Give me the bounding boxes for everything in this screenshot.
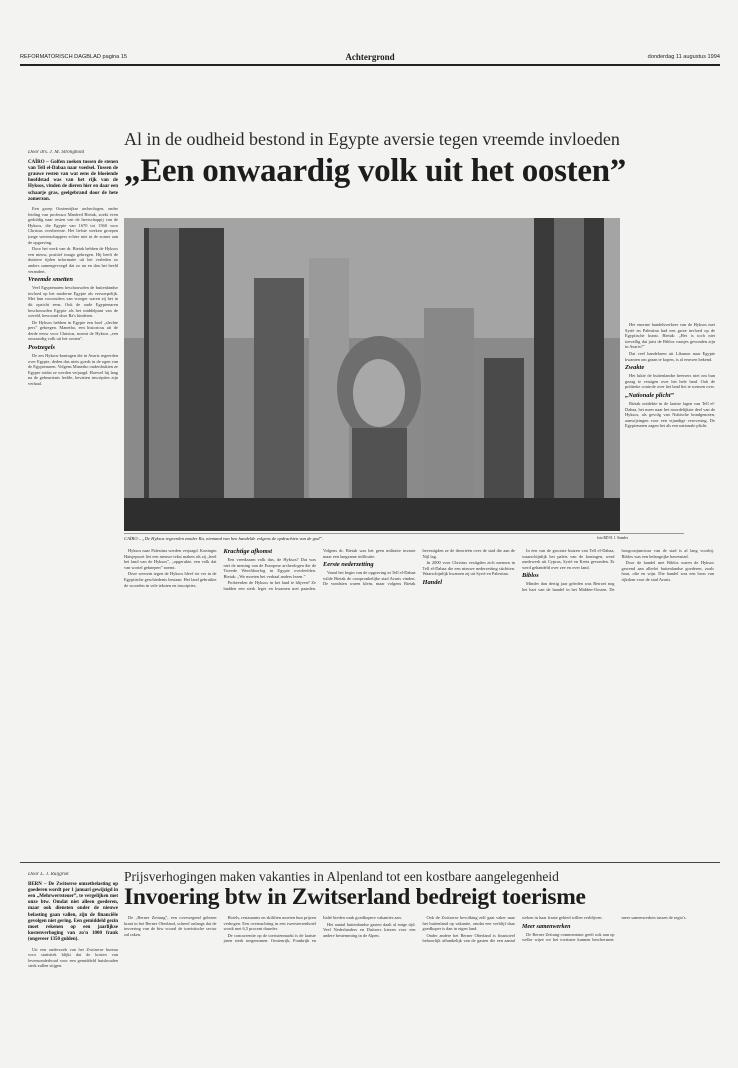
subhead-biblos: Biblos [522, 572, 539, 580]
masthead-date: donderdag 11 augustus 1994 [647, 54, 720, 60]
article1-photo-caption [124, 533, 684, 543]
subhead-nationale-plicht: „Nationale plicht” [625, 391, 674, 399]
subhead-meer-samenwerken: Meer samenwerken [522, 923, 571, 930]
article2-byline: Door L. J. Ruijgrok [28, 872, 69, 877]
article2-kicker: Prijsverhogingen maken vakanties in Alpenland tot een kostbare aangelegenheid [124, 869, 559, 884]
article1-column-1: Door drs. J. M. Stronghold CAÏRO – Golfen zoeken tussen de stenen van Tell el-Dabaa naar voedsel. Tussen de grauwe resten van wat eens de bloeiende hoofdstad was van het rijk van de Hyksos, vinden de dieren hier en daar een schaarje gras, geelgebrand door de hete zomerzon. Een groep Oostenrijkse archeologen, onder leiding van professor Manfred Bietak, zoekt even geduldig naar resten van de heerschappij van de Hyksos, die Egypte van 1670 tot 1560 voor Christus overheerste. Het liefste werken groepen jonge wetenschappers echter niet in de zomer aan de opgraving. Door het werk van dr. Bietak hebben de Hyksos een nieuw, positief imago gekregen. Hij heeft de duistere tijden informatie uit het verleden zo anders samengevoegd dat zo nu en dan het beeld verandert. Vreemde smetten Veel Egyptenaren beschouwden de buitenlandse invloed op het moderne Egypte als verwerpelijk. Met hun voorouders van vroeger waren zij het in dit opzicht eens. Ook de oude Egyptenaren beschouwden Egypte als het middelpunt van de wereld, bewoond door Ra's kinderen. De Hyksos hebben in Egypte een boel „slechte pers” gekregen. Manetho, een historicus uit de derde eeuw voor Christus, noemt de Hyksos „een onwaardig volk uit het oosten”. Postzegels De zes Hyksos-koningen die in Avaris regeerden over Egypte, deden dus niets goeds in de ogen van de Egyptenaren. Volgens Manetho onderdrukten ze Egypte totdat ze werden verjaagd. Hoewel hij lang na de gebeurtenis leefde, bevatten inscripties zijn verhaal. [28, 150, 118, 387]
article-divider [20, 862, 720, 863]
subhead-krachtige-afkomst: Krachtige afkomst [223, 548, 272, 555]
masthead [20, 52, 720, 66]
article1-column-right: Het enorme handelsverkeer van de Hyksos met Syrië en Palestina had een grote invloed op de Egyptische kunst. Bietak: „Het is toch niet toevallig dat juist de Biblos vaasjes gevonden zijn in Avaris?” Dat veel handelaren uit Libanon naar Egypte kwamen om graan te kopen, is al eeuwen bekend. Zwakte Het lukte de buitenlandse heersers niet om hun gezag te vestigen over het hele land. Ook de politieke controle over het land liet te wensen over. „Nationale plicht” Bietak ontdekte in de laatste lagen van Tell el-Dabaa, het meer naar het noordelijkste deel van de Hyksos, als gevolg van Nubische bondgenoten, aanwijzingen voor een vijandige verovering. De Egyptenaren zagen het als een nationale plicht. [625, 322, 715, 429]
article1-lead: CAÏRO – Golfen zoeken tussen de stenen van Tell el-Dabaa naar voedsel. Tussen de grauwe resten van wat eens de bloeiende hoofdstad was van het rijk van de Hyksos, vinden de dieren hier en daar een schaarje gras, geelgebrand door de hete zomerzon. [28, 159, 118, 202]
subhead-eerste-nederzetting: Eerste nederzetting [323, 561, 374, 569]
subhead-handel: Handel [422, 578, 443, 586]
photo-caption-text: CAÏRO – „De Hyksos regeerden zonder Ra, niemand van hen handelde volgens de opdrachten van de god”. [124, 536, 324, 541]
article2-headline: Invoering btw in Zwitserland bedreigt toerisme [124, 884, 586, 910]
photo-credit: foto RD H. J. Stander [596, 536, 628, 540]
article2-body-columns: De „Berner Zeitung”, een overwegend gelezen krant in het Berner Oberland, schreef onlangs dat de invoering van de btw vooral de toeristische sector zal raken. Hotels, restaurants en skiliften moeten hun prijzen verhogen. Een overnachting in een tweesterrenhotel wordt met 6,5 procent duurder. De concurrentie op de toeristenmarkt is de laatste jaren sterk toegenomen. Oostenrijk, Frankrijk en Italië bieden vaak goedkopere vakanties aan. Het aantal buitenlandse gasten daalt al enige tijd. Veel Nederlanders en Duitsers kiezen voor een andere bestemming in de Alpen. Ook de Zwitserse bevolking zelf gaat vaker naar het buitenland op vakantie, omdat een verblijf daar goedkoper is dan in eigen land. Onder andere het Berner Oberland is financieel behoorlijk afhankelijk van de gasten die een aantal weken in haar fraaie gebied willen verblijven. Meer samenwerken De Berner Zeitung-commentator geeft ook aan op welke wijze we het toerisme kunnen beschermen: meer samenwerken tussen de regio's. [124, 915, 687, 944]
temple-columns-image [124, 218, 620, 531]
article1-headline: „Een onwaardig volk uit het oosten” [124, 153, 626, 189]
article1-byline: Door drs. J. M. Stronghold [28, 150, 85, 155]
article2-lead: BERN – De Zwitserse omzetbelasting op goederen wordt per 1 januari gewijzigd in een „Mehrwertsteuer”, te vergelijken met onze btw. Omdat niet alleen goederen, maar ook diensten onder de nieuwe belasting gaan vallen, zijn de financiële gevolgen niet gering. Een gemiddeld gezin moet rekenen op een jaarlijkse kostenverhoging van zo'n 1000 frank (ongeveer 1350 gulden). [28, 881, 118, 943]
article1-photo [124, 218, 620, 531]
masthead-section: Achtergrond [345, 52, 395, 62]
masthead-paper-name: REFORMATORISCH DAGBLAD pagina 15 [20, 54, 128, 60]
article1-kicker: Al in de oudheid bestond in Egypte aversie tegen vreemde invloeden [124, 129, 620, 149]
article2-column-1: Door L. J. Ruijgrok BERN – De Zwitserse omzetbelasting op goederen wordt per 1 januari gewijzigd in een „Mehrwertsteuer”, te vergelijken met onze btw. Omdat niet alleen goederen, maar ook diensten onder de nieuwe belasting gaan vallen, zijn de financiële gevolgen niet gering. Een gemiddeld gezin moet rekenen op een jaarlijkse kostenverhoging van zo'n 1000 frank (ongeveer 1350 gulden). Uit een onderzoek van het Zwitserse bureau voor statistiek blijkt dat de kosten van levensonderhoud voor een gemiddeld huishouden sterk zullen stijgen. [28, 872, 118, 969]
subhead-zwakte: Zwakte [625, 364, 645, 372]
article1-body-columns: Hyksos naar Palestina werden verjaagd. Koningin Hatsjepsoet liet een nieuwe tekst maken als zij „heel het land van de Hyksos”, „opgerukte, een volk dat van wortel geknepen” noemt. Deze weerzin tegen de Hyksos bleef tot ver in de Egyptische geschiedenis bestaan. Het land gebruikte de woorden in vele teksten en inscripties. Krachtige afkomst Een vreedzaam volk dus, de Hyksos? Dat was niet de mening van de Europese archeologen die de Tweede Wereldoorlog in Egypte overleefden. Bietak: „We moeten het verhaal anders lezen.” Probeerden de Hyksos in het land te blijven? Ze hadden een sterk leger en kwamen met paarden. Volgens dr. Bietak was het geen militaire invasie maar een langzame infiltratie. Eerste nederzetting Vanaf het begin van de opgraving in Tell el-Dabaa wilde Bietak de oorspronkelijke stad Avaris vinden. De vondsten waren klein, maar volgens Bietak bevestigden ze de theorieën over de stad die aan de Nijl lag. In 2000 voor Christus vestigden zich mensen in Tell el-Dabaa die een nieuwe nederzetting stichtten. Waarschijnlijk kwamen zij uit Syrië en Palestina. Handel In een van de grootste huizen van Tell el-Dabaa, waarschijnlijk het paleis van de koningen, werd aardewerk uit Cyprus, Syrië en Kreta gevonden. Er werd gehandeld over zee en over land. Biblos Minder dan dertig jaar geleden was Beiroet nog het hart van de handel in het Midden-Oosten. De hoogconjunctuur van de stad is al lang voorbij. Biblos was een belangrijke havenstad. Door de handel met Biblos waren de Hyksos gewend aan allerlei buitenlandse goederen, zoals hout, olie en wijn. Die handel was een bron van rijkdom voor de stad Avaris. [124, 548, 714, 592]
subhead-postzegels: Postzegels [28, 344, 55, 352]
subhead-vreemde-smetten: Vreemde smetten [28, 276, 73, 284]
